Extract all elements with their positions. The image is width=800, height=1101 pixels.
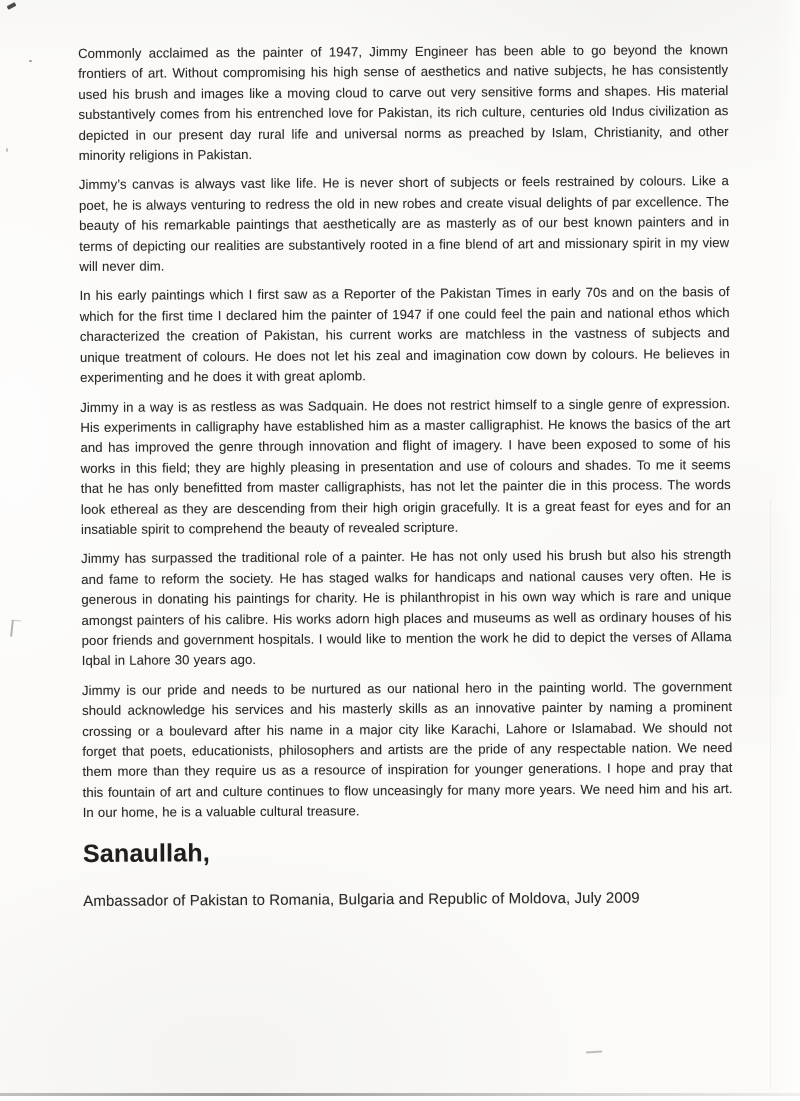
signature-title: Ambassador of Pakistan to Romania, Bulgaria and Republic of Moldova, July 2009: [83, 889, 640, 910]
signature-name: Sanaullah,: [82, 838, 211, 868]
scan-edge-line: [770, 500, 771, 1090]
scan-scribble-left-margin: [10, 620, 21, 638]
paragraph-5: Jimmy has surpassed the traditional role of a painter. He has not only used his brush but also his strength and fame to reform the society. He has staged walks for handicaps and national causes very often. He is generous in donating his paintings for charity. He is philanthropist in his own way which is rare and unique amongst painters of his calibre. His works adorn high places and museums as well as ordinary houses of his poor friends and government hospitals. I would like to mention the work he did to depict the verses of Allama Iqbal in Lahore 30 years ago.: [81, 547, 732, 669]
paragraph-3: In his early paintings which I first saw as a Reporter of the Pakistan Times in early 70s and on the basis of which for the first time I declared him the painter of 1947 if one could feel the pain and national ethos which characterized the creation of Pakistan, his current works are matchless in the vastness of subjects and unique treatment of colours. He does not let his zeal and imagination cow down by colours. He believes in experimenting and he does it with great aplomb.: [79, 284, 730, 386]
scan-bottom-white-strip: [0, 1096, 800, 1101]
paragraph-4: Jimmy in a way is as restless as was Sadquain. He does not restrict himself to a single genre of expression. His experiments in calligraphy have established him as a master calligraphist. He knows the basics of the art and has improved the genre through innovation and flight of imagery. I have been exposed to some of his works in this field; they are highly pleasing in presentation and use of colours and shades. To me it seems that he has only benefitted from master calligraphists, has not let the painter die in this process. The words look ethereal as they are descending from their high origin gracefully. It is a great feast for eyes and for an insatiable spirit to comprehend the beauty of revealed scripture.: [80, 395, 731, 537]
paragraph-6: Jimmy is our pride and needs to be nurtured as our national hero in the painting world. The government should acknowledge his services and his masterly skills as an innovative painter by naming a prominent crossing or a boulevard after his name in a major city like Karachi, Lahore or Islamabad. We should not forget that poets, educationists, philosophers and artists are the pride of any respectable nation. We need them more than they require us as a resource of inspiration for younger generations. I hope and pray that this fountain of art and culture continues to flow unceasingly for many more years. We need him and his art. In our home, he is a valuable cultural treasure.: [81, 678, 733, 821]
scan-edge-highlight: [774, 0, 800, 1101]
scan-mark-top-left: [7, 2, 17, 10]
scan-smudge-bottom: [586, 1050, 602, 1053]
paragraph-1: Commonly acclaimed as the painter of 1947, Jimmy Engineer has been able to go beyond the known frontiers of art. Without compromising his high sense of aesthetics and native subjects, he has consistently used his brush and images like a moving cloud to carve out very sensitive forms and shapes. His material substantively comes from his entrenched love for Pakistan, its rich culture, centuries old Indus civilization as depicted in our present day rural life and universal norms as preached by Islam, Christianity, and other minority religions in Pakistan.: [78, 42, 729, 164]
paragraph-2: Jimmy’s canvas is always vast like life. He is never short of subjects or feels restrained by colours. Like a poet, he is always venturing to redress the old in new robes and create visual delights of par excellence. The beauty of his remarkable paintings that aesthetically are as masterly as of our best known painters and in terms of depicting our realities are substantively rooted in a fine blend of art and missionary spirit in my view will never dim.: [78, 173, 730, 275]
scan-speck-icon: [29, 60, 32, 62]
letter-body: [78, 40, 733, 910]
scan-speck-icon: [6, 148, 8, 152]
